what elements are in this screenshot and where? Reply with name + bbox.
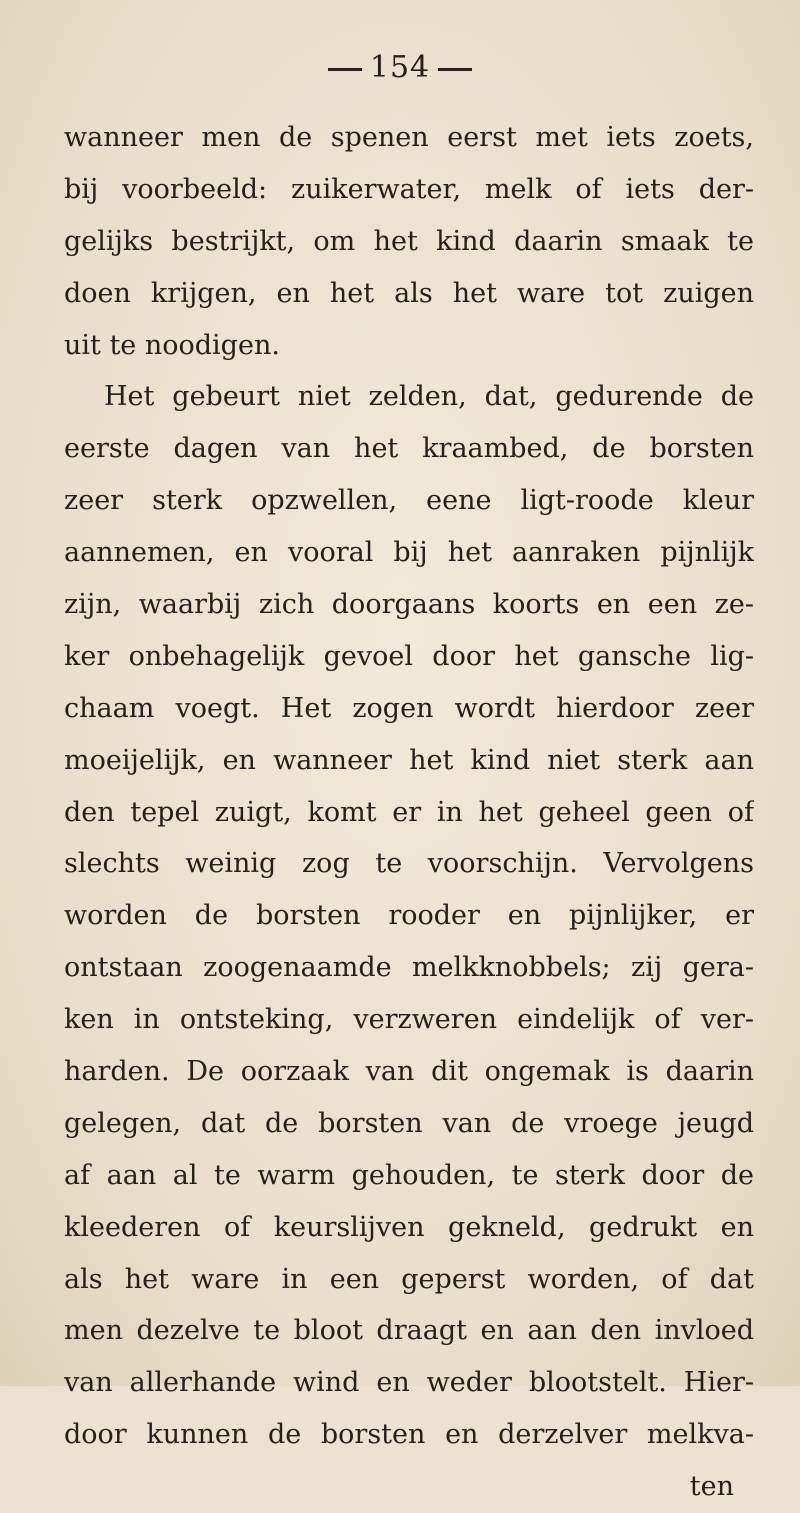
text-line: harden. De oorzaak van dit ongemak is daarin xyxy=(64,1056,754,1088)
text-line: den tepel zuigt, komt er in het geheel geen of xyxy=(64,796,754,828)
text-line: uit te noodigen. xyxy=(64,329,280,361)
text-line: zijn, waarbij zich doorgaans koorts en een ze- xyxy=(64,589,754,621)
text-line: eerste dagen van het kraambed, de borsten xyxy=(64,433,754,465)
text-line: kleederen of keurslijven gekneld, gedrukt en xyxy=(64,1211,754,1243)
text-line: slechts weinig zog te voorschijn. Vervolgens xyxy=(64,848,754,880)
text-line: men dezelve te bloot draagt en aan den invloed xyxy=(64,1315,754,1347)
text-line: als het ware in een geperst worden, of dat xyxy=(64,1263,754,1295)
page-number: 154 xyxy=(369,50,431,85)
text-line: gelegen, dat de borsten van de vroege jeugd xyxy=(64,1107,754,1139)
text-line: worden de borsten rooder en pijnlijker, er xyxy=(64,900,754,932)
text-line: ontstaan zoogenaamde melkknobbels; zij gera- xyxy=(64,952,754,984)
text-line: gelijks bestrijkt, om het kind daarin smaak te xyxy=(64,225,754,257)
text-line: ker onbehagelijk gevoel door het gansche lig- xyxy=(64,640,754,672)
text-line: moeijelijk, en wanneer het kind niet sterk aan xyxy=(64,744,754,776)
body-text xyxy=(64,112,754,1513)
text-line: doen krijgen, en het als het ware tot zuigen xyxy=(64,277,754,309)
header-dash-left xyxy=(328,68,362,71)
text-line: ken in ontsteking, verzweren eindelijk of ver- xyxy=(64,1004,754,1036)
page-header xyxy=(0,50,800,85)
text-line: wanneer men de spenen eerst met iets zoets, xyxy=(64,122,754,153)
text-line: bij voorbeeld: zuikerwater, melk of iets der- xyxy=(64,173,754,205)
text-line: aannemen, en vooral bij het aanraken pijnlijk xyxy=(64,537,754,569)
header-dash-right xyxy=(438,68,472,71)
paragraph-start-line: Het gebeurt niet zelden, dat, gedurende de xyxy=(104,381,754,413)
text-line: zeer sterk opzwellen, eene ligt-roode kleur xyxy=(64,485,754,517)
text-line: van allerhande wind en weder blootstelt. Hier- xyxy=(64,1367,754,1399)
text-line: door kunnen de borsten en derzelver melkva- xyxy=(64,1419,754,1451)
catchword: ten xyxy=(689,1471,734,1503)
text-line: af aan al te warm gehouden, te sterk door de xyxy=(64,1159,754,1191)
text-line: chaam voegt. Het zogen wordt hierdoor zeer xyxy=(64,692,754,724)
